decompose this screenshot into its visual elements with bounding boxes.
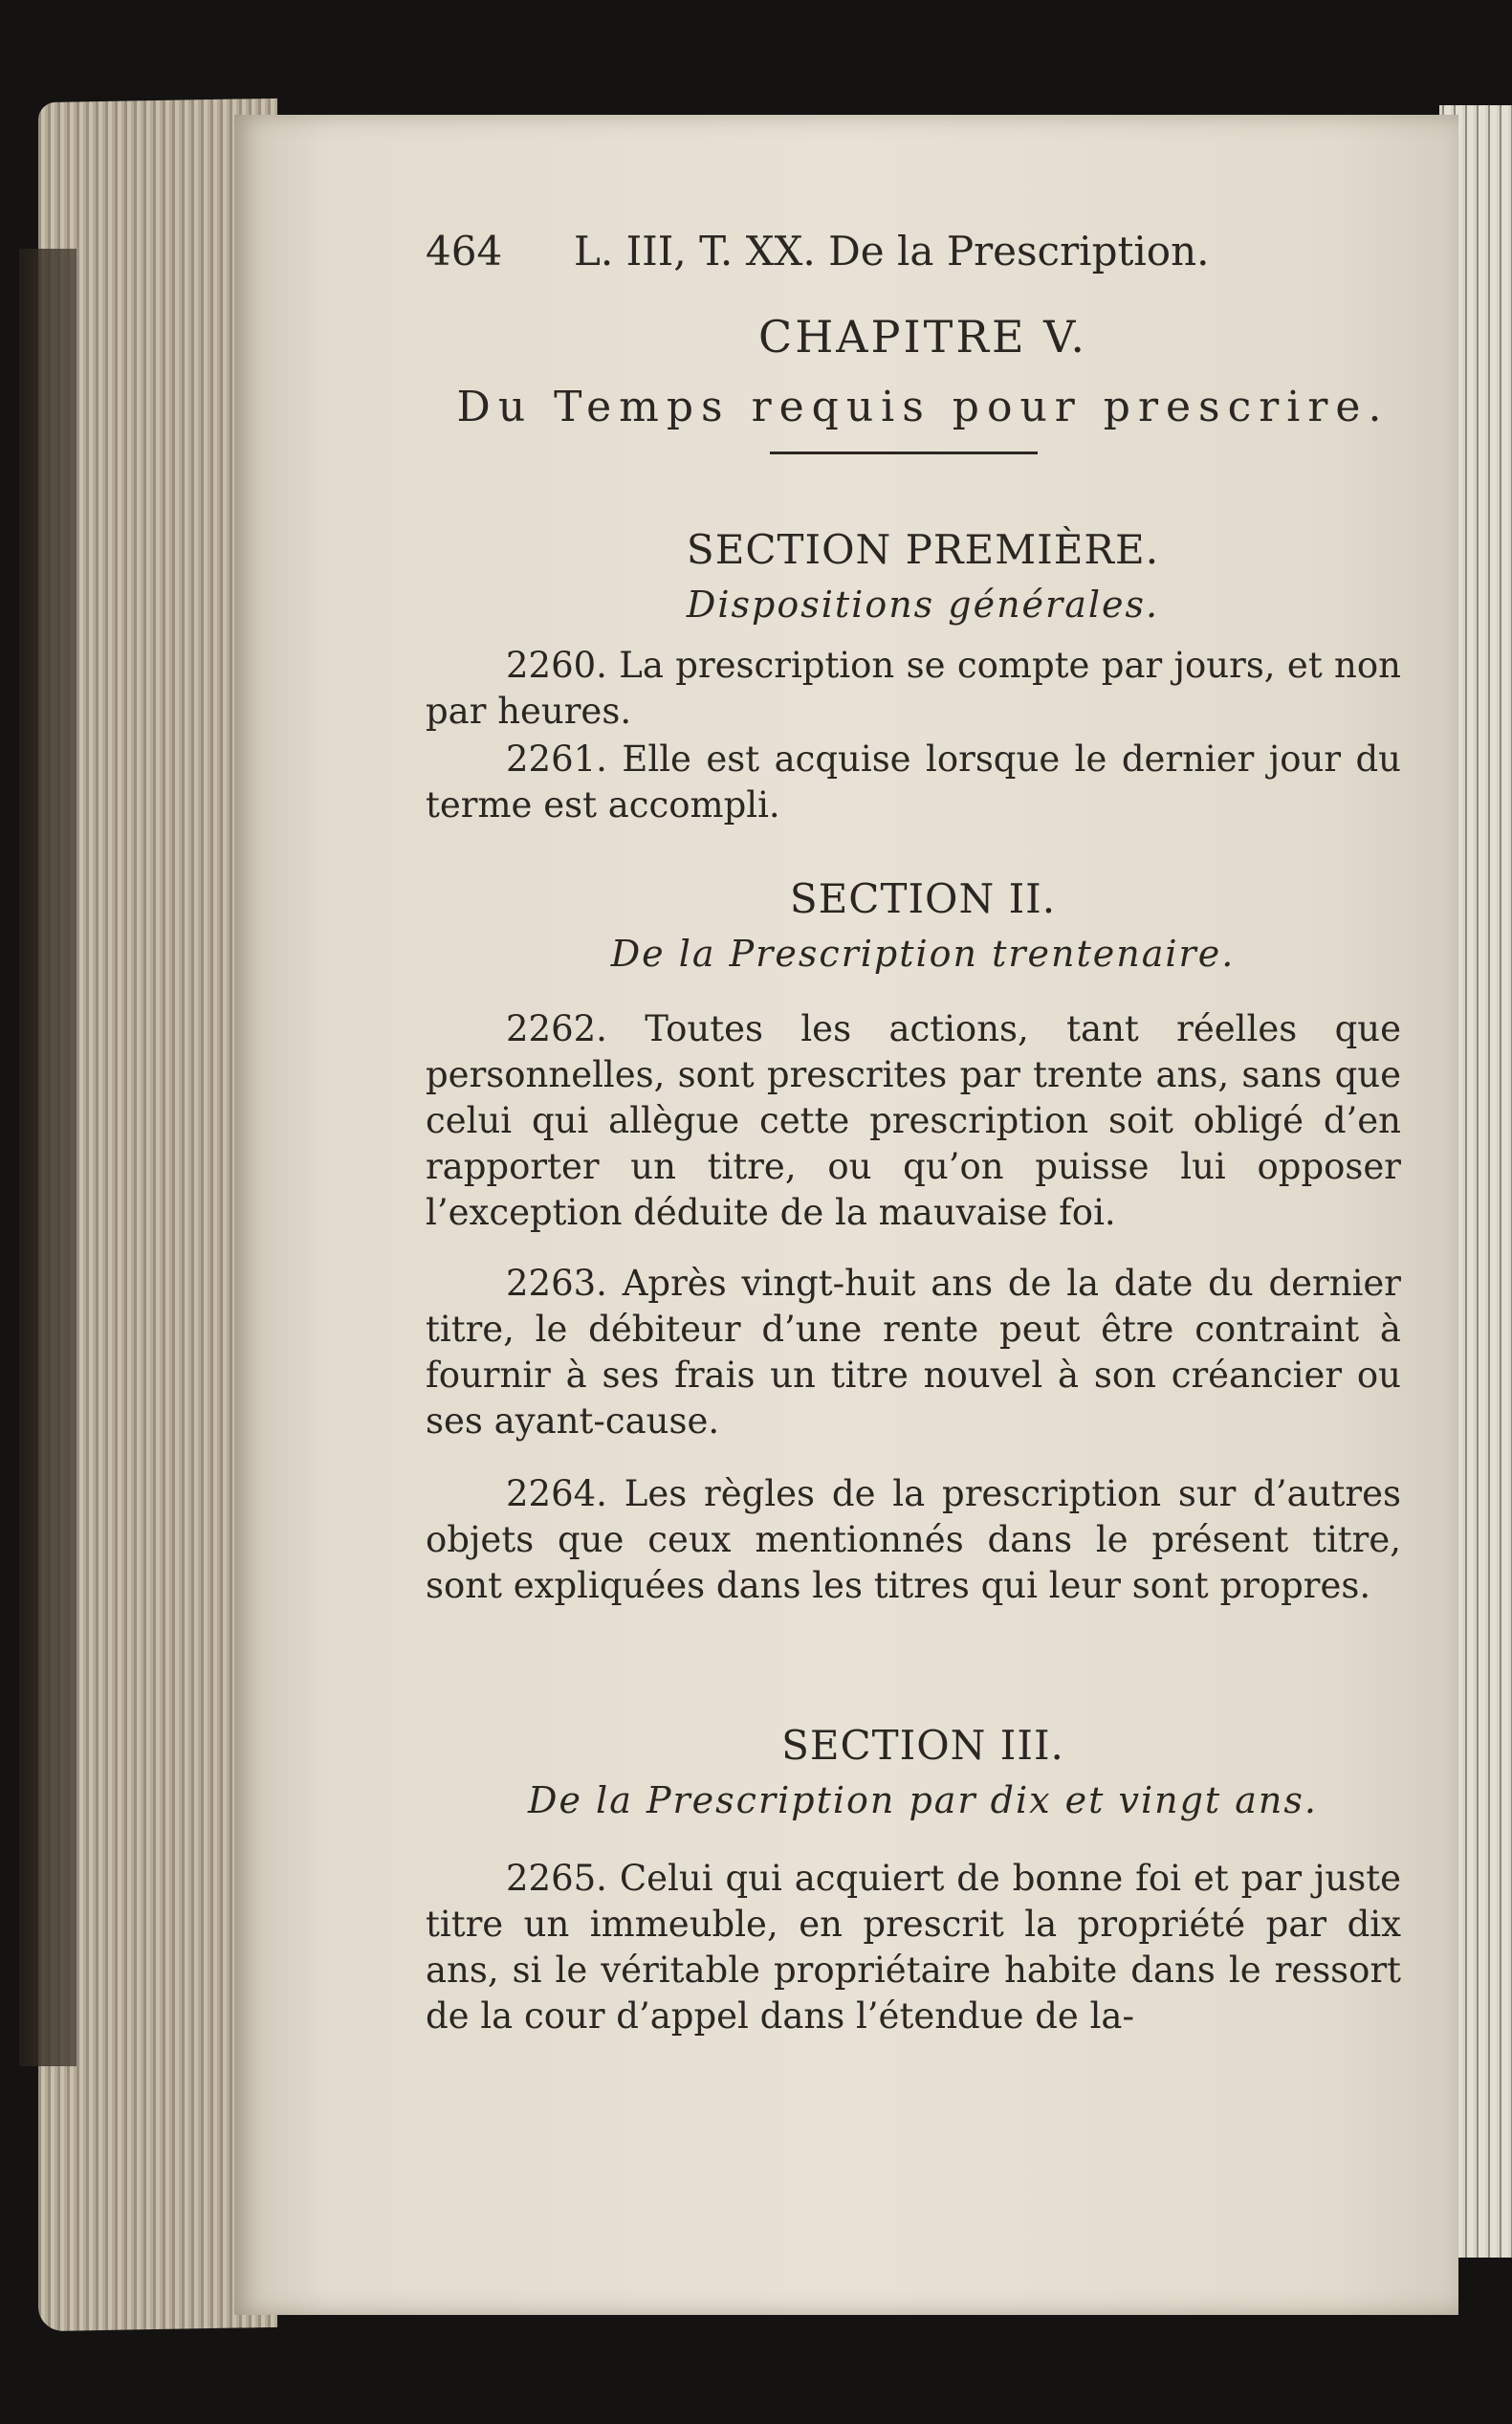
article-2260: 2260. La prescription se compte par jours, et non par heures. (426, 645, 1401, 732)
section-subtitle: De la Prescription trentenaire. (610, 933, 1236, 975)
divider-rule (770, 452, 1038, 454)
chapter-subtitle: Du Temps requis pour prescrire. (456, 383, 1390, 431)
article-2264: 2264. Les règles de la prescription sur d’autres objets que ceux mentionnés dans le présent titre, sont expliquées dans les titres qui leur sont propres. (426, 1473, 1401, 1606)
article-2261: 2261. Elle est acquise lorsque le dernier jour du terme est accompli. (426, 738, 1401, 826)
page-number: 464 (426, 228, 503, 275)
section-subtitle: Dispositions générales. (686, 584, 1160, 626)
article-2262: 2262. Toutes les actions, tant réelles que personnelles, sont prescrites par trente ans, sans que celui qui allègue cette prescription soit obligé d’en rapporter un titre, ou qu’on puisse lui opposer l’exception déduite de la mauvaise foi. (426, 1008, 1401, 1233)
binding-shadow (19, 249, 77, 2066)
section-heading: SECTION PREMIÈRE. (686, 526, 1160, 573)
article-2265: 2265. Celui qui acquiert de bonne foi et par juste titre un immeuble, en prescrit la propriété par dix ans, si le véritable propriétaire habite dans le ressort de la cour d’appel dans l’étendue de la- (426, 1858, 1401, 2037)
section-heading: SECTION III. (781, 1722, 1064, 1769)
section-heading: SECTION II. (789, 875, 1057, 922)
running-head (426, 228, 1420, 285)
chapter-heading: CHAPITRE V. (758, 311, 1087, 363)
running-title: L. III, T. XX. De la Prescription. (574, 228, 1210, 275)
book-page (234, 115, 1458, 2315)
section-subtitle: De la Prescription par dix et vingt ans. (528, 1779, 1318, 1821)
article-2263: 2263. Après vingt-huit ans de la date du dernier titre, le débiteur d’une rente peut être contraint à fournir à ses frais un titre nouvel à son créancier ou ses ayant-cause. (426, 1263, 1401, 1442)
